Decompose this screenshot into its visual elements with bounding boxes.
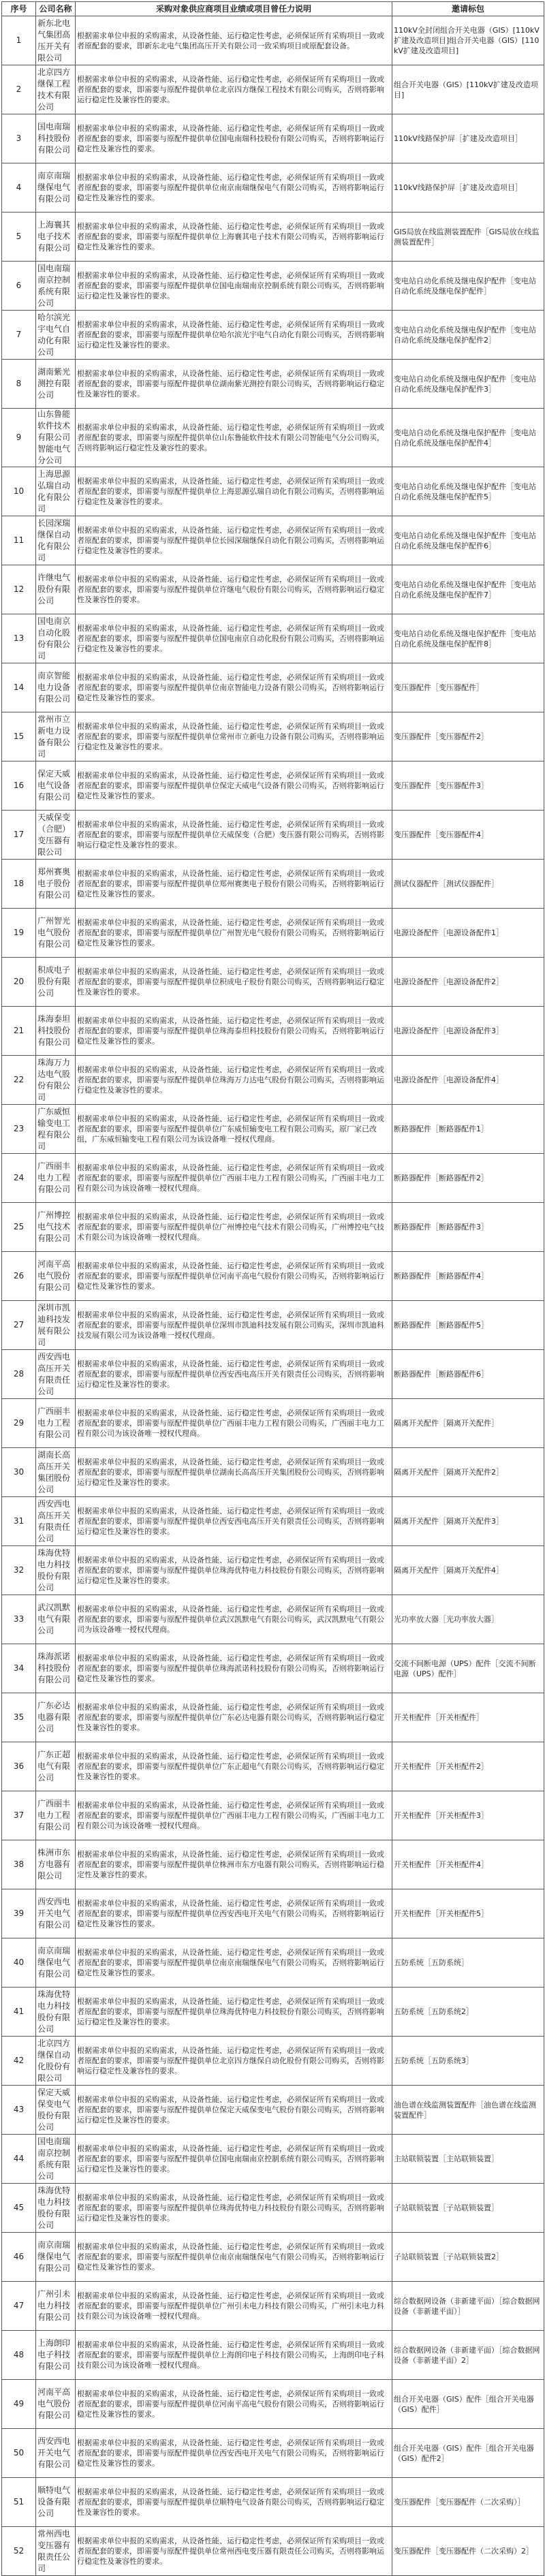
- company-name: 常州市立新电力设备有限公司: [36, 712, 76, 761]
- row-number: 41: [2, 1988, 36, 2037]
- bid-package: 开关柜配件［开关柜配件4］: [392, 1840, 544, 1889]
- row-number: 29: [2, 1399, 36, 1448]
- bid-package: 组合开关电器（GIS）[110kV扩建及改造项目]: [392, 65, 544, 114]
- table-row: [2, 1350, 544, 1399]
- table-row: [2, 163, 544, 213]
- table-row: [2, 2282, 544, 2331]
- company-name: 许继电气股份有限公司: [36, 565, 76, 614]
- requirement-text: 根据需求单位申报的采购需求，从设备性能、运行稳定性考虑，必须保证所有采购项目一致或者原配套的要求，即需要与原配件提供单位国电南瑞南京控制系统有限公司购买，否则将影响运行稳定性及兼容性的要求。: [76, 262, 392, 311]
- supplier-table: [1, 1, 544, 2576]
- bid-package: 变电站自动化系统及继电保护配件［变电站自动化系统及继电保护配件3］: [392, 360, 544, 409]
- requirement-text: 根据需求单位申报的采购需求，从设备性能、运行稳定性考虑，必须保证所有采购项目一致或者原配套的要求，即需要与原配件提供单位保定天威保变电气股份有限公司购买，否则将影响运行稳定性及兼容性的要求。: [76, 2086, 392, 2135]
- company-name: 西安西电开关电气有限公司: [36, 2429, 76, 2478]
- company-name: 广东正超电气有限公司: [36, 1742, 76, 1791]
- table-row: [2, 2478, 544, 2527]
- requirement-text: 根据需求单位申报的采购需求，从设备性能、运行稳定性考虑，必须保证所有采购项目一致或者原配套的要求，即需要与原配件提供单位广州智光电气股份有限公司购买，否则将影响运行稳定性及兼容性的要求。: [76, 909, 392, 958]
- header-no: 序号: [2, 2, 36, 16]
- bid-package: 断路器配件［断路器配件5］: [392, 1301, 544, 1350]
- bid-package: 子站联锁装置［子站联锁装置2］: [392, 2233, 544, 2282]
- company-name: 西安西电高压开关有限责任公司: [36, 1497, 76, 1546]
- company-name: 常州西电变压器有限责任公司: [36, 2527, 76, 2576]
- table-row: [2, 1791, 544, 1840]
- requirement-text: 根据需求单位申报的采购需求，从设备性能、运行稳定性考虑，必须保证所有采购项目一致或者原配套的要求，即需要与原配件提供单位珠海万力达电气股份有限公司购买，否则将影响运行稳定性及兼容性的要求。: [76, 1056, 392, 1105]
- row-number: 6: [2, 262, 36, 311]
- bid-package: 变压器配件［变压器配件3］: [392, 761, 544, 811]
- requirement-text: 根据需求单位申报的采购需求，从设备性能、运行稳定性考虑，必须保证所有采购项目一致或者原配套的要求，即需要与原配件提供单位广东正超电气有限公司购买，否则将影响运行稳定性及兼容性的要求。: [76, 1742, 392, 1791]
- table-row: [2, 114, 544, 163]
- row-number: 24: [2, 1154, 36, 1203]
- row-number: 52: [2, 2527, 36, 2576]
- row-number: 33: [2, 1595, 36, 1644]
- bid-package: 开关柜配件［开关柜配件3］: [392, 1791, 544, 1840]
- requirement-text: 根据需求单位申报的采购需求，从设备性能、运行稳定性考虑，必须保证所有采购项目一致或者原配套的要求，即需要与原配件提供单位珠海优特电力科技股份有限公司购买，否则将影响运行稳定性及兼容性的要求。: [76, 1546, 392, 1595]
- requirement-text: 根据需求单位申报的采购需求，从设备性能、运行稳定性考虑，必须保证所有采购项目一致或者原配套的要求，即需要与原配件提供单位保定天威电气设备有限公司购买，否则将影响运行稳定性及兼容性的要求。: [76, 761, 392, 811]
- header-requirement: 采购对象供应商项目业绩或项目曾任力说明: [76, 2, 392, 16]
- bid-package: 变电站自动化系统及继电保护配件［变电站自动化系统及继电保护配件2］: [392, 311, 544, 360]
- requirement-text: 根据需求单位申报的采购需求，从设备性能、运行稳定性考虑，必须保证所有采购项目一致或者原配套的要求，即需要与原配件提供单位国电南瑞南京控制系统有限公司购买，否则将影响运行稳定性及兼容性的要求。: [76, 2135, 392, 2184]
- bid-package: 110kV全封闭组合开关电器（GIS）[110kV扩建及改造项目]组合开关电器（GIS）[110kV扩建及改造项目]: [392, 16, 544, 65]
- row-number: 28: [2, 1350, 36, 1399]
- requirement-text: 根据需求单位申报的采购需求，从设备性能、运行稳定性考虑，必须保证所有采购项目一致或者原配套的要求，即需要与原配件提供单位常州西电变压器有限责任公司购买，否则将影响运行稳定性及兼容性的要求。: [76, 2527, 392, 2576]
- table-row: [2, 1988, 544, 2037]
- bid-package: 隔离开关配件［隔离开关配件3］: [392, 1497, 544, 1546]
- table-row: [2, 409, 544, 467]
- requirement-text: 根据需求单位申报的采购需求，从设备性能、运行稳定性考虑，必须保证所有采购项目一致或者原配套的要求，即需要与原配件提供单位南京南瑞继保电气有限公司购买，否则将影响运行稳定性及兼容性的要求。: [76, 163, 392, 213]
- requirement-text: 根据需求单位申报的采购需求，从设备性能、运行稳定性考虑，必须保证所有采购项目一致或者原配套的要求，即需要与原配件提供单位珠海泰坦科技股份有限公司购买，否则将影响运行稳定性及兼容性的要求。: [76, 1007, 392, 1056]
- row-number: 40: [2, 1938, 36, 1988]
- bid-package: 变压器配件［变压器配件4］: [392, 811, 544, 860]
- requirement-text: 根据需求单位申报的采购需求，从设备性能、运行稳定性考虑，必须保证所有采购项目一致或者原配套的要求，即需要与原配件提供单位南京南瑞继保电气有限公司购买，否则将影响运行稳定性及兼容性的要求。: [76, 1938, 392, 1988]
- requirement-text: 根据需求单位申报的采购需求，从设备性能、运行稳定性考虑，必须保证所有采购项目一致或者原配套的要求，即需要与原配件提供单位珠海优特电力科技股份有限公司购买，否则将影响运行稳定性及兼容性的要求。: [76, 2184, 392, 2233]
- row-number: 31: [2, 1497, 36, 1546]
- requirement-text: 根据需求单位申报的采购需求，从设备性能、运行稳定性考虑，必须保证所有采购项目一致或者原配套的要求，即需要与原配件提供单位山东鲁能软件技术有限公司智能电气分公司购买，否则将影响运行稳定性及兼容性的要求。: [76, 409, 392, 467]
- row-number: 3: [2, 114, 36, 163]
- table-row: [2, 360, 544, 409]
- company-name: 国电南瑞南京控制系统有限公司: [36, 262, 76, 311]
- row-number: 44: [2, 2135, 36, 2184]
- table-row: [2, 1252, 544, 1301]
- row-number: 39: [2, 1889, 36, 1938]
- table-row: [2, 213, 544, 262]
- row-number: 36: [2, 1742, 36, 1791]
- requirement-text: 根据需求单位申报的采购需求，从设备性能、运行稳定性考虑，必须保证所有采购项目一致或者原配套的要求，即需要与原配件提供单位珠海优特电力科技股份有限公司购买，否则将影响运行稳定性及兼容性的要求。: [76, 1988, 392, 2037]
- table-row: [2, 2037, 544, 2086]
- table-row: [2, 16, 544, 65]
- requirement-text: 根据需求单位申报的采购需求，从设备性能、运行稳定性考虑，必须保证所有采购项目一致或者原配套的要求，即需要与原配件提供单位长园深瑞继保自动化有限公司购买，否则将影响运行稳定性及兼容性的要求。: [76, 516, 392, 565]
- row-number: 25: [2, 1203, 36, 1252]
- row-number: 21: [2, 1007, 36, 1056]
- row-number: 30: [2, 1448, 36, 1497]
- row-number: 7: [2, 311, 36, 360]
- company-name: 广州博控电气技术有限公司: [36, 1203, 76, 1252]
- company-name: 西安西电开关电气有限公司: [36, 1889, 76, 1938]
- bid-package: 变电站自动化系统及继电保护配件［变电站自动化系统及继电保护配件8］: [392, 614, 544, 663]
- table-row: [2, 1203, 544, 1252]
- table-row: [2, 1546, 544, 1595]
- row-number: 19: [2, 909, 36, 958]
- bid-package: 电源设备配件［电源设备配件2］: [392, 958, 544, 1007]
- requirement-text: 根据需求单位申报的采购需求，从设备性能、运行稳定性考虑，必须保证所有采购项目一致或者原配套的要求，即需要与原配件提供单位广州博控电气技术有限公司购买，广州博控电气技术有限公司为该设备唯一授权代理商。: [76, 1203, 392, 1252]
- row-number: 16: [2, 761, 36, 811]
- bid-package: 五防系统［五防系统3］: [392, 2037, 544, 2086]
- requirement-text: 根据需求单位申报的采购需求，从设备性能、运行稳定性考虑，必须保证所有采购项目一致或者原配套的要求，即需要与原配件提供单位西安西电高压开关有限责任公司购买，否则将影响运行稳定性及兼容性的要求。: [76, 1497, 392, 1546]
- company-name: 国电南京自动化股份有限公司: [36, 614, 76, 663]
- row-number: 15: [2, 712, 36, 761]
- row-number: 5: [2, 213, 36, 262]
- table-row: [2, 1399, 544, 1448]
- company-name: 南京南瑞继保电气有限公司: [36, 163, 76, 213]
- row-number: 1: [2, 16, 36, 65]
- requirement-text: 根据需求单位申报的采购需求，从设备性能、运行稳定性考虑，必须保证所有采购项目一致或者原配套的要求，即需要与原配件提供单位广西丽丰电力工程有限公司购买，广西丽丰电力工程有限公司为该设备唯一授权代理商。: [76, 1399, 392, 1448]
- table-row: [2, 663, 544, 712]
- table-body: [2, 16, 544, 2576]
- bid-package: 变压器配件［变压器配件］: [392, 663, 544, 712]
- requirement-text: 根据需求单位申报的采购需求，从设备性能、运行稳定性考虑，必须保证所有采购项目一致或者原配套的要求，即需要与原配件提供单位南京智能电力设备有限公司购买，否则将影响运行稳定性及兼容性的要求。: [76, 663, 392, 712]
- company-name: 南京智能电力设备有限公司: [36, 663, 76, 712]
- requirement-text: 根据需求单位申报的采购需求，从设备性能、运行稳定性考虑，必须保证所有采购项目一致或者原配套的要求，即需要与原配件提供单位哈尔滨光宇电气自动化有限公司购买，否则将影响运行稳定性及兼容性的要求。: [76, 311, 392, 360]
- company-name: 河南平高电气股份有限公司: [36, 1252, 76, 1301]
- company-name: 珠海泰坦科技股份有限公司: [36, 1007, 76, 1056]
- table-header-row: [2, 2, 544, 16]
- row-number: 51: [2, 2478, 36, 2527]
- bid-package: 开关柜配件［开关柜配件2］: [392, 1742, 544, 1791]
- row-number: 37: [2, 1791, 36, 1840]
- bid-package: 五防系统［五防系统2］: [392, 1988, 544, 2037]
- bid-package: 变电站自动化系统及继电保护配件［变电站自动化系统及继电保护配件7］: [392, 565, 544, 614]
- table-row: [2, 2380, 544, 2429]
- table-row: [2, 2527, 544, 2576]
- requirement-text: 根据需求单位申报的采购需求，从设备性能、运行稳定性考虑，必须保证所有采购项目一致或者原配套的要求，即新东北电气集团高压开关有限公司一致采购项目或原配套设备。: [76, 16, 392, 65]
- table-row: [2, 1007, 544, 1056]
- table-row: [2, 2233, 544, 2282]
- row-number: 38: [2, 1840, 36, 1889]
- row-number: 4: [2, 163, 36, 213]
- company-name: 天威保变（合肥）变压器有限公司: [36, 811, 76, 860]
- bid-package: 变压器配件［变压器配件（二次采购）2］: [392, 2527, 544, 2576]
- row-number: 11: [2, 516, 36, 565]
- company-name: 广西丽丰电力工程有限公司: [36, 1154, 76, 1203]
- table-row: [2, 1644, 544, 1693]
- requirement-text: 根据需求单位申报的采购需求，从设备性能、运行稳定性考虑，必须保证所有采购项目一致或者原配套的要求，即需要与原配件提供单位西安西电开关电气有限公司购买，否则将影响运行稳定性及兼容性的要求。: [76, 1889, 392, 1938]
- row-number: 34: [2, 1644, 36, 1693]
- header-company-name: 公司名称: [36, 2, 76, 16]
- requirement-text: 根据需求单位申报的采购需求，从设备性能、运行稳定性考虑，必须保证所有采购项目一致或者原配套的要求，即需要与原配件提供单位许继电气股份有限公司购买，否则将影响运行稳定性及兼容性的要求。: [76, 565, 392, 614]
- table-row: [2, 311, 544, 360]
- row-number: 12: [2, 565, 36, 614]
- requirement-text: 根据需求单位申报的采购需求，从设备性能、运行稳定性考虑，必须保证所有采购项目一致或者原配套的要求，即需要与原配件提供单位西安西电开关电气有限公司购买，否则将影响运行稳定性及兼容性的要求。: [76, 2429, 392, 2478]
- company-name: 上海襄其电子技术有限公司: [36, 213, 76, 262]
- row-number: 49: [2, 2380, 36, 2429]
- row-number: 2: [2, 65, 36, 114]
- bid-package: 交流不间断电源（UPS）配件［交流不间断电源（UPS）配件］: [392, 1644, 544, 1693]
- company-name: 北京四方继保工程技术有限公司: [36, 65, 76, 114]
- company-name: 湖南紫光测控有限公司: [36, 360, 76, 409]
- table-row: [2, 1056, 544, 1105]
- header-bid-package: 邀请标包: [392, 2, 544, 16]
- row-number: 23: [2, 1105, 36, 1154]
- requirement-text: 根据需求单位申报的采购需求，从设备性能、运行稳定性考虑，必须保证所有采购项目一致或者原配套的要求，即需要与原配件提供单位北京四方继保工程技术有限公司购买，否则将影响运行稳定性及兼容性的要求。: [76, 65, 392, 114]
- table-row: [2, 2086, 544, 2135]
- table-row: [2, 1105, 544, 1154]
- requirement-text: 根据需求单位申报的采购需求，从设备性能、运行稳定性考虑，必须保证所有采购项目一致或者原配套的要求，即需要与原配件提供单位南京南瑞继保电气有限公司购买，否则将影响运行稳定性及兼容性的要求。: [76, 2233, 392, 2282]
- bid-package: 110kV线路保护屏［扩建及改造项目］: [392, 163, 544, 213]
- row-number: 32: [2, 1546, 36, 1595]
- row-number: 48: [2, 2331, 36, 2380]
- company-name: 珠海优特电力科技股份有限公司: [36, 1988, 76, 2037]
- bid-package: 光功率放大器［光功率放大器］: [392, 1595, 544, 1644]
- requirement-text: 根据需求单位申报的采购需求，从设备性能、运行稳定性考虑，必须保证所有采购项目一致或者原配套的要求，即需要与原配件提供单位河南平高电气股份有限公司购买，否则将影响运行稳定性及兼容性的要求。: [76, 2380, 392, 2429]
- table-row: [2, 1497, 544, 1546]
- bid-package: 变电站自动化系统及继电保护配件［变电站自动化系统及继电保护配件5］: [392, 467, 544, 516]
- row-number: 47: [2, 2282, 36, 2331]
- bid-package: 五防系统［五防系统］: [392, 1938, 544, 1988]
- company-name: 珠海优特电力科技股份有限公司: [36, 2184, 76, 2233]
- bid-package: 主站联锁装置［主站联锁装置］: [392, 2135, 544, 2184]
- bid-package: 110kV线路保护屏［扩建及改造项目］: [392, 114, 544, 163]
- table-row: [2, 1448, 544, 1497]
- row-number: 10: [2, 467, 36, 516]
- row-number: 43: [2, 2086, 36, 2135]
- company-name: 北京四方继保自动化股份有限公司: [36, 2037, 76, 2086]
- bid-package: 断路器配件［断路器配件2］: [392, 1154, 544, 1203]
- bid-package: 变电站自动化系统及继电保护配件［变电站自动化系统及继电保护配件］: [392, 262, 544, 311]
- bid-package: 隔离开关配件［隔离开关配件2］: [392, 1448, 544, 1497]
- table-row: [2, 2429, 544, 2478]
- table-row: [2, 761, 544, 811]
- requirement-text: 根据需求单位申报的采购需求，从设备性能、运行稳定性考虑，必须保证所有采购项目一致或者原配套的要求，即需要与原配件提供单位深圳市凯迪科技发展有限公司购买，深圳市凯迪科技发展有限公司为该设备唯一授权代理商。: [76, 1301, 392, 1350]
- company-name: 珠海优特电力科技股份有限公司: [36, 1546, 76, 1595]
- table-row: [2, 909, 544, 958]
- table-row: [2, 1301, 544, 1350]
- table-row: [2, 958, 544, 1007]
- company-name: 长园深瑞继保自动化有限公司: [36, 516, 76, 565]
- table-row: [2, 614, 544, 663]
- requirement-text: 根据需求单位申报的采购需求，从设备性能、运行稳定性考虑，必须保证所有采购项目一致或者原配套的要求，即需要与原配件提供单位广西丽丰电力工程有限公司购买，广西丽丰电力工程有限公司为该设备唯一授权代理商。: [76, 1791, 392, 1840]
- company-name: 郑州赛奥电子股份有限公司: [36, 860, 76, 909]
- requirement-text: 根据需求单位申报的采购需求，从设备性能、运行稳定性考虑，必须保证所有采购项目一致或者原配套的要求，即需要与原配件提供单位广西丽丰电力工程有限公司购买，广西丽丰电力工程有限公司为该设备唯一授权代理商。: [76, 1154, 392, 1203]
- company-name: 保定天威电气设备有限公司: [36, 761, 76, 811]
- requirement-text: 根据需求单位申报的采购需求，从设备性能、运行稳定性考虑，必须保证所有采购项目一致或者原配套的要求，即需要与原配件提供单位武汉凯默电气有限公司购买，武汉凯默电气有限公司为该设备唯一授权代理商。: [76, 1595, 392, 1644]
- table-row: [2, 65, 544, 114]
- company-name: 上海朗印电子科技有限公司: [36, 2331, 76, 2380]
- row-number: 9: [2, 409, 36, 467]
- bid-package: 断路器配件［断路器配件3］: [392, 1203, 544, 1252]
- bid-package: 变电站自动化系统及继电保护配件［变电站自动化系统及继电保护配件6］: [392, 516, 544, 565]
- company-name: 珠海万力达电气股份有限公司: [36, 1056, 76, 1105]
- requirement-text: 根据需求单位申报的采购需求，从设备性能、运行稳定性考虑，必须保证所有采购项目一致或者原配套的要求，即需要与原配件提供单位上海朗印电子科技有限公司购买，上海朗印电子科技有限公司为该设备唯一授权代理商。: [76, 2331, 392, 2380]
- requirement-text: 根据需求单位申报的采购需求，从设备性能、运行稳定性考虑，必须保证所有采购项目一致或者原配套的要求，即需要与原配件提供单位西安西电高压开关有限责任公司购买，否则将影响运行稳定性及兼容性的要求。: [76, 1350, 392, 1399]
- company-name: 新东北电气集团高压开关有限公司: [36, 16, 76, 65]
- requirement-text: 根据需求单位申报的采购需求，从设备性能、运行稳定性考虑，必须保证所有采购项目一致或者原配套的要求，即需要与原配件提供单位株洲市东方电器有限公司购买，否则将影响运行稳定性及兼容性的要求。: [76, 1840, 392, 1889]
- company-name: 上海思源弘瑞自动化有限公司: [36, 467, 76, 516]
- company-name: 广州引未电力科技有限公司: [36, 2282, 76, 2331]
- table-row: [2, 860, 544, 909]
- company-name: 河南平高电气股份有限公司: [36, 2380, 76, 2429]
- company-name: 湖南长高高压开关集团股份公司: [36, 1448, 76, 1497]
- requirement-text: 根据需求单位申报的采购需求，从设备性能、运行稳定性考虑，必须保证所有采购项目一致或者原配套的要求，即需要与原配件提供单位珠海派诺科技股份有限公司购买，否则将影响运行稳定性及兼容性的要求。: [76, 1644, 392, 1693]
- table-row: [2, 2331, 544, 2380]
- company-name: 广州智光电气股份有限公司: [36, 909, 76, 958]
- row-number: 27: [2, 1301, 36, 1350]
- bid-package: 变压器配件［变压器配件（二次采购）］: [392, 2478, 544, 2527]
- bid-package: 组合开关电器（GIS）配件［组合开关电器（GIS）配件2］: [392, 2429, 544, 2478]
- bid-package: 综合数据网设备（非新建平面）［综合数据网设备（非新建平面）］: [392, 2282, 544, 2331]
- requirement-text: 根据需求单位申报的采购需求，从设备性能、运行稳定性考虑，必须保证所有采购项目一致或者原配套的要求，即需要与原配件提供单位上海思源弘瑞自动化有限公司购买，否则将影响运行稳定性及兼容性的要求。: [76, 467, 392, 516]
- bid-package: 测试仪器配件［测试仪器配件］: [392, 860, 544, 909]
- company-name: 深圳市凯迪科技发展有限公司: [36, 1301, 76, 1350]
- bid-package: 电源设备配件［电源设备配件4］: [392, 1056, 544, 1105]
- requirement-text: 根据需求单位申报的采购需求，从设备性能、运行稳定性考虑，必须保证所有采购项目一致或者原配套的要求，即需要与原配件提供单位北京四方继保自动化股份有限公司购买，否则将影响运行稳定性及兼容性的要求。: [76, 2037, 392, 2086]
- bid-package: 断路器配件［断路器配件1］: [392, 1105, 544, 1154]
- company-name: 武汉凯默电气有限公司: [36, 1595, 76, 1644]
- requirement-text: 根据需求单位申报的采购需求，从设备性能、运行稳定性考虑，必须保证所有采购项目一致或者原配套的要求，即需要与原配件提供单位河南平高电气股份有限公司购买，否则将影响运行稳定性及兼容性的要求。: [76, 1252, 392, 1301]
- company-name: 广东威恒输变电工程有限公司: [36, 1105, 76, 1154]
- row-number: 50: [2, 2429, 36, 2478]
- table-row: [2, 1595, 544, 1644]
- company-name: 株洲市东方电器有限公司: [36, 1840, 76, 1889]
- company-name: 南京南瑞继保电气有限公司: [36, 1938, 76, 1988]
- row-number: 46: [2, 2233, 36, 2282]
- bid-package: 变电站自动化系统及继电保护配件［变电站自动化系统及继电保护配件4］: [392, 409, 544, 467]
- table-row: [2, 2184, 544, 2233]
- requirement-text: 根据需求单位申报的采购需求，从设备性能、运行稳定性考虑，必须保证所有采购项目一致或者原配套的要求，即需要与原配件提供单位广东威恒输变电工程有限公司购买，原厂家已改组，广东威恒输变电工程有限公司为该设备唯一授权代理商。: [76, 1105, 392, 1154]
- table-row: [2, 467, 544, 516]
- table-row: [2, 712, 544, 761]
- bid-package: 开关柜配件［开关柜配件］: [392, 1693, 544, 1742]
- table-row: [2, 1693, 544, 1742]
- company-name: 积成电子股份有限公司: [36, 958, 76, 1007]
- table-row: [2, 516, 544, 565]
- bid-package: 组合开关电器（GIS）配件［组合开关电器（GIS）配件］: [392, 2380, 544, 2429]
- bid-package: 电源设备配件［电源设备配件1］: [392, 909, 544, 958]
- company-name: 哈尔滨光宇电气自动化有限公司: [36, 311, 76, 360]
- requirement-text: 根据需求单位申报的采购需求，从设备性能、运行稳定性考虑，必须保证所有采购项目一致或者原配套的要求，即需要与原配件提供单位国电南瑞科技股份有限公司购买，否则将影响运行稳定性及兼容性的要求。: [76, 114, 392, 163]
- row-number: 42: [2, 2037, 36, 2086]
- table-row: [2, 1154, 544, 1203]
- bid-package: 断路器配件［断路器配件6］: [392, 1350, 544, 1399]
- table-row: [2, 2135, 544, 2184]
- row-number: 20: [2, 958, 36, 1007]
- table-row: [2, 811, 544, 860]
- row-number: 18: [2, 860, 36, 909]
- bid-package: 断路器配件［断路器配件4］: [392, 1252, 544, 1301]
- company-name: 顺特电气设备有限公司: [36, 2478, 76, 2527]
- row-number: 45: [2, 2184, 36, 2233]
- row-number: 8: [2, 360, 36, 409]
- bid-package: 开关柜配件［开关柜配件5］: [392, 1889, 544, 1938]
- table-row: [2, 565, 544, 614]
- bid-package: 隔离开关配件［隔离开关配件］: [392, 1399, 544, 1448]
- row-number: 26: [2, 1252, 36, 1301]
- table-row: [2, 1840, 544, 1889]
- company-name: 保定天威保变电气股份有限公司: [36, 2086, 76, 2135]
- table-row: [2, 262, 544, 311]
- bid-package: 变压器配件［变压器配件2］: [392, 712, 544, 761]
- row-number: 17: [2, 811, 36, 860]
- requirement-text: 根据需求单位申报的采购需求，从设备性能、运行稳定性考虑，必须保证所有采购项目一致或者原配套的要求，即需要与原配件提供单位湖南长高高压开关集团股份公司购买，否则将影响运行稳定性及兼容性的要求。: [76, 1448, 392, 1497]
- bid-package: 电源设备配件［电源设备配件3］: [392, 1007, 544, 1056]
- requirement-text: 根据需求单位申报的采购需求，从设备性能、运行稳定性考虑，必须保证所有采购项目一致或者原配套的要求，即需要与原配件提供单位顺特电气设备有限公司购买，否则将影响运行稳定性及兼容性的要求。: [76, 2478, 392, 2527]
- requirement-text: 根据需求单位申报的采购需求，从设备性能、运行稳定性考虑，必须保证所有采购项目一致或者原配套的要求，即需要与原配件提供单位广州引未电力科技有限公司购买，广州引未电力科技有限公司为该设备唯一授权代理商。: [76, 2282, 392, 2331]
- requirement-text: 根据需求单位申报的采购需求，从设备性能、运行稳定性考虑，必须保证所有采购项目一致或者原配套的要求，即需要与原配件提供单位常州市立新电力设备有限公司购买，否则将影响运行稳定性及兼容性的要求。: [76, 712, 392, 761]
- bid-package: 油色谱在线监测装置配件［油色谱在线监测装置配件］: [392, 2086, 544, 2135]
- company-name: 珠海派诺科技股份有限公司: [36, 1644, 76, 1693]
- requirement-text: 根据需求单位申报的采购需求，从设备性能、运行稳定性考虑，必须保证所有采购项目一致或者原配套的要求，即需要与原配件提供单位天威保变（合肥）变压器有限公司购买，否则将影响运行稳定性及兼容性的要求。: [76, 811, 392, 860]
- requirement-text: 根据需求单位申报的采购需求，从设备性能、运行稳定性考虑，必须保证所有采购项目一致或者原配套的要求，即需要与原配件提供单位广东必达电器有限公司购买，否则将影响运行稳定性及兼容性的要求。: [76, 1693, 392, 1742]
- row-number: 22: [2, 1056, 36, 1105]
- bid-package: 子站联锁装置［子站联锁装置］: [392, 2184, 544, 2233]
- requirement-text: 根据需求单位申报的采购需求，从设备性能、运行稳定性考虑，必须保证所有采购项目一致或者原配套的要求，即需要与原配件提供单位上海襄其电子技术有限公司购买，否则将影响运行稳定性及兼容性的要求。: [76, 213, 392, 262]
- company-name: 国电南瑞科技股份有限公司: [36, 114, 76, 163]
- requirement-text: 根据需求单位申报的采购需求，从设备性能、运行稳定性考虑，必须保证所有采购项目一致或者原配套的要求，即需要与原配件提供单位湖南紫光测控有限公司购买，否则将影响运行稳定性及兼容性的要求。: [76, 360, 392, 409]
- row-number: 14: [2, 663, 36, 712]
- row-number: 13: [2, 614, 36, 663]
- row-number: 35: [2, 1693, 36, 1742]
- requirement-text: 根据需求单位申报的采购需求，从设备性能、运行稳定性考虑，必须保证所有采购项目一致或者原配套的要求，即需要与原配件提供单位积成电子股份有限公司购买，否则将影响运行稳定性及兼容性的要求。: [76, 958, 392, 1007]
- bid-package: 综合数据网设备（非新建平面）［综合数据网设备（非新建平面）2］: [392, 2331, 544, 2380]
- requirement-text: 根据需求单位申报的采购需求，从设备性能、运行稳定性考虑，必须保证所有采购项目一致或者原配套的要求，即需要与原配件提供单位郑州赛奥电子股份有限公司购买，否则将影响运行稳定性及兼容性的要求。: [76, 860, 392, 909]
- table-row: [2, 1742, 544, 1791]
- company-name: 国电南瑞南京控制系统有限公司: [36, 2135, 76, 2184]
- company-name: 西安西电高压开关有限责任公司: [36, 1350, 76, 1399]
- bid-package: GIS局放在线监测装置配件［GIS局放在线监测装置配件］: [392, 213, 544, 262]
- table-row: [2, 1889, 544, 1938]
- bid-package: 隔离开关配件［隔离开关配件4］: [392, 1546, 544, 1595]
- company-name: 南京南瑞继保电气有限公司: [36, 2233, 76, 2282]
- table-row: [2, 1938, 544, 1988]
- requirement-text: 根据需求单位申报的采购需求，从设备性能、运行稳定性考虑，必须保证所有采购项目一致或者原配套的要求，即需要与原配件提供单位国电南京自动化股份有限公司购买，否则将影响运行稳定性及兼容性的要求。: [76, 614, 392, 663]
- company-name: 山东鲁能软件技术有限公司智能电气分公司: [36, 409, 76, 467]
- company-name: 广西丽丰电力工程有限公司: [36, 1399, 76, 1448]
- company-name: 广西丽丰电力工程有限公司: [36, 1791, 76, 1840]
- company-name: 广东必达电器有限公司: [36, 1693, 76, 1742]
